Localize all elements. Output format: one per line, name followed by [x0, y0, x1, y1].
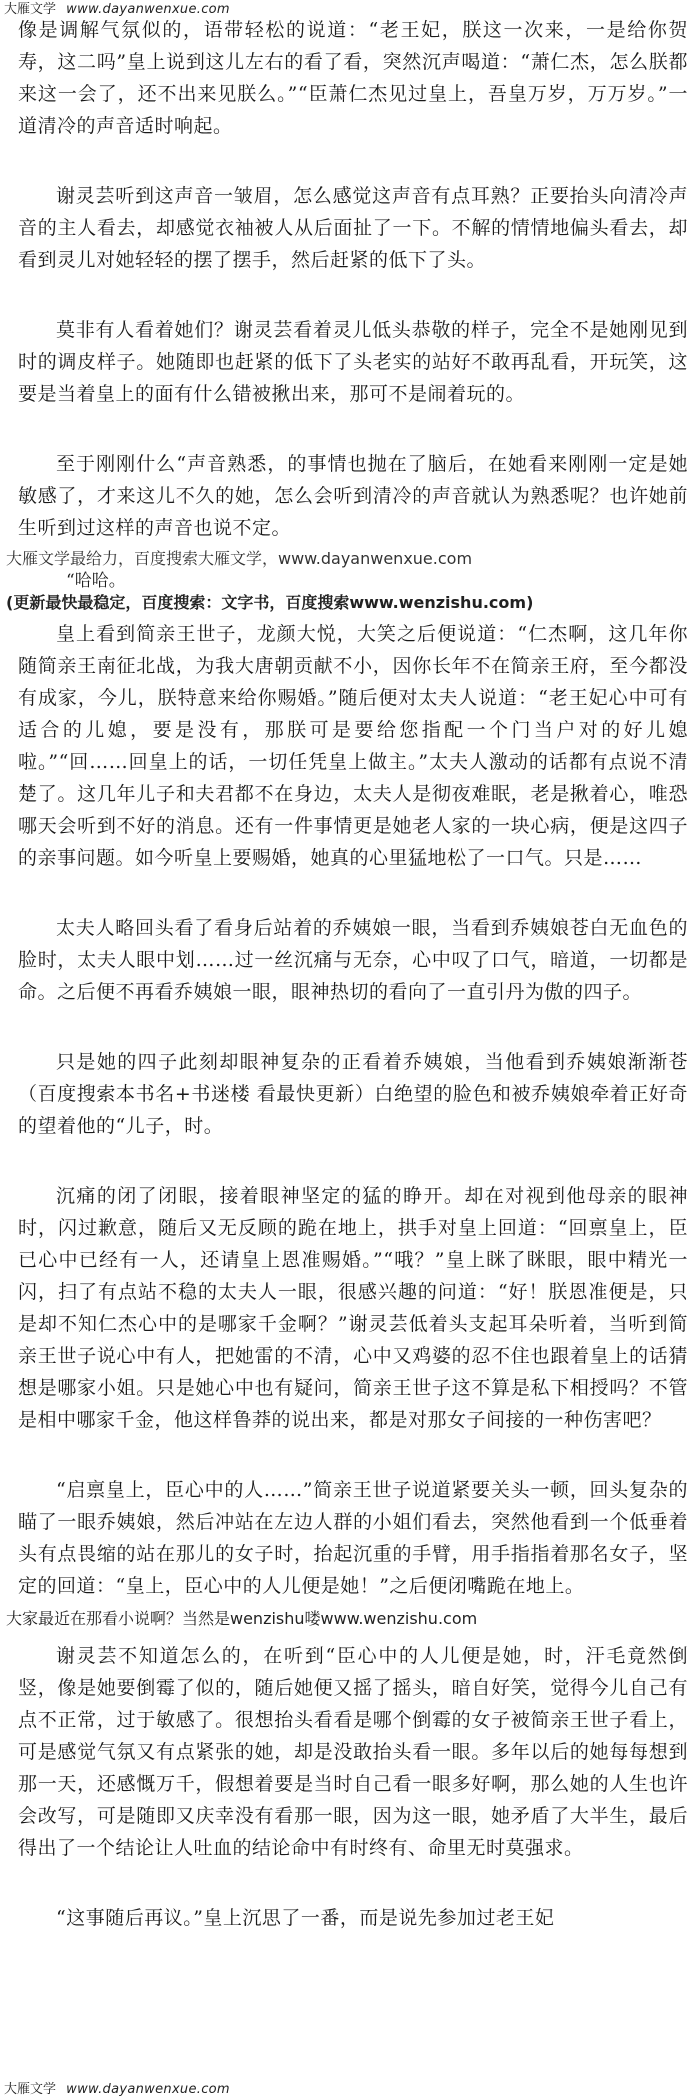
paragraph: 太夫人略回头看了看身后站着的乔姨娘一眼，当看到乔姨娘苍白无血色的脸时，太夫人眼中划……过一丝沉痛与无奈，心中叹了口气，暗道，一切都是命。之后便不再看乔姨娘一眼，眼神热切的看向了一直引丹为傲的四子。	[18, 917, 688, 1003]
paragraph: 皇上看到简亲王世子，龙颜大悦，大笑之后便说道：“仁杰啊，这几年你随简亲王南征北战，为我大唐朝贡献不小，因你长年不在简亲王府，至今都没有成家，今儿，朕特意来给你赐婚。”随后便对太夫人说道：“老王妃心中可有适合的儿媳，要是没有，那朕可是要给您指配一个门当户对的好儿媳啦。”“回……回皇上的话，一切任凭皇上做主。”太夫人激动的话都有点说不清楚了。这几年儿子和夫君都不在身边，太夫人是彻夜难眠，老是揪着心，唯恐哪天会听到不好的消息。还有一件事情更是她老人家的一块心病，便是这四子的亲事问题。如今听皇上要赐婚，她真的心里猛地松了一口气。只是……	[18, 623, 688, 869]
section-3	[18, 1640, 688, 1934]
section-1	[18, 14, 688, 544]
site-footer	[0, 2080, 700, 2100]
paragraph: “这事随后再议。”皇上沉思了一番，而是说先参加过老王妃	[56, 1907, 555, 1929]
paragraph: 至于刚刚什么“声音熟悉，的事情也抛在了脑后，在她看来刚刚一定是她敏感了，才来这儿不久的她，怎么会听到清冷的声音就认为熟悉呢？也许她前生听到过这样的声音也说不定。	[18, 453, 688, 539]
paragraph: 谢灵芸听到这声音一皱眉，怎么感觉这声音有点耳熟？正要抬头向清冷声音的主人看去，却感觉衣袖被人从后面扯了一下。不解的情情地偏头看去，却看到灵儿对她轻轻的摆了摆手，然后赶紧的低下了头。	[18, 185, 688, 271]
site-name: 大雁文学	[4, 2082, 57, 2097]
paragraph: 谢灵芸不知道怎么的，在听到“臣心中的人儿便是她，时，汗毛竟然倒竖，像是她要倒霉了似的，随后她便又摇了摇头，暗自好笑，觉得今儿自己有点不正常，过于敏感了。很想抬头看看是哪个倒霉的女子被简亲王世子看上，可是感觉气氛又有点紧张的她，却是没敢抬头看一眼。多年以后的她每每想到那一天，还感慨万千，假想着要是当时自己看一眼多好啊，那么她的人生也许会改写，可是随即又庆幸没有看那一眼，因为这一眼，她矛盾了大半生，最后得出了一个结论让人吐血的结论命中有时终有、命里无时莫强求。	[18, 1645, 688, 1859]
watermark-update: (更新最快最稳定，百度搜索：文字书，百度搜索www.wenzishu.com)	[6, 593, 534, 612]
watermark-inline: 大家最近在那看小说啊？当然是wenzishu喽www.wenzishu.com	[6, 1609, 478, 1628]
dialogue-line: “哈哈。	[66, 571, 126, 591]
site-url[interactable]: www.dayanwenxue.com	[66, 2, 230, 17]
paragraph: “启禀皇上，臣心中的人……”简亲王世子说道紧要关头一顿，回头复杂的瞄了一眼乔姨娘，然后冲站在左边人群的小姐们看去，突然他看到一个低垂着头有点畏缩的站在那儿的女子时，抬起沉重的手臂，用手指指着那名女子，坚定的回道：“皇上，臣心中的人儿便是她！”之后便闭嘴跪在地上。	[18, 1479, 688, 1597]
watermark-ad: 大雁文学最给力，百度搜索大雁文学，www.dayanwenxue.com	[6, 549, 473, 568]
page-body	[6, 14, 688, 1934]
paragraph: 像是调解气氛似的，语带轻松的说道：“老王妃，朕这一次来，一是给你贺寿，这二吗”皇上说到这儿左右的看了看，突然沉声喝道：“萧仁杰，怎么朕都来这一会了，还不出来见朕么。”“臣萧仁杰见过皇上，吾皇万岁，万万岁。”一道清冷的声音适时响起。	[18, 19, 688, 137]
paragraph: 只是她的四子此刻却眼神复杂的正看着乔姨娘，当他看到乔姨娘渐渐苍（百度搜索本书名+书迷楼 看最快更新）白绝望的脸色和被乔姨娘牵着正好奇的望着他的“儿子，时。	[18, 1051, 688, 1137]
site-url[interactable]: www.dayanwenxue.com	[66, 2082, 230, 2097]
paragraph: 沉痛的闭了闭眼，接着眼神坚定的猛的睁开。却在对视到他母亲的眼神时，闪过歉意，随后又无反顾的跪在地上，拱手对皇上回道：“回禀皇上，臣已心中已经有一人，还请皇上恩准赐婚。”“哦？”皇上眯了眯眼，眼中精光一闪，扫了有点站不稳的太夫人一眼，很感兴趣的问道：“好！朕恩准便是，只是却不知仁杰心中的是哪家千金啊？”谢灵芸低着头支起耳朵听着，当听到简亲王世子说心中有人，把她雷的不清，心中又鸡婆的忍不住也跟着皇上的话猜想是哪家小姐。只是她心中也有疑问，简亲王世子这不算是私下相授吗？不管是相中哪家千金，他这样鲁莽的说出来，都是对那女子间接的一种伤害吧？	[18, 1185, 688, 1431]
section-2	[18, 618, 688, 1602]
site-name: 大雁文学	[4, 2, 57, 17]
paragraph: 莫非有人看着她们？谢灵芸看着灵儿低头恭敬的样子，完全不是她刚见到时的调皮样子。她随即也赶紧的低下了头老实的站好不敢再乱看，开玩笑，这要是当着皇上的面有什么错被揪出来，那可不是闹着玩的。	[18, 319, 688, 405]
